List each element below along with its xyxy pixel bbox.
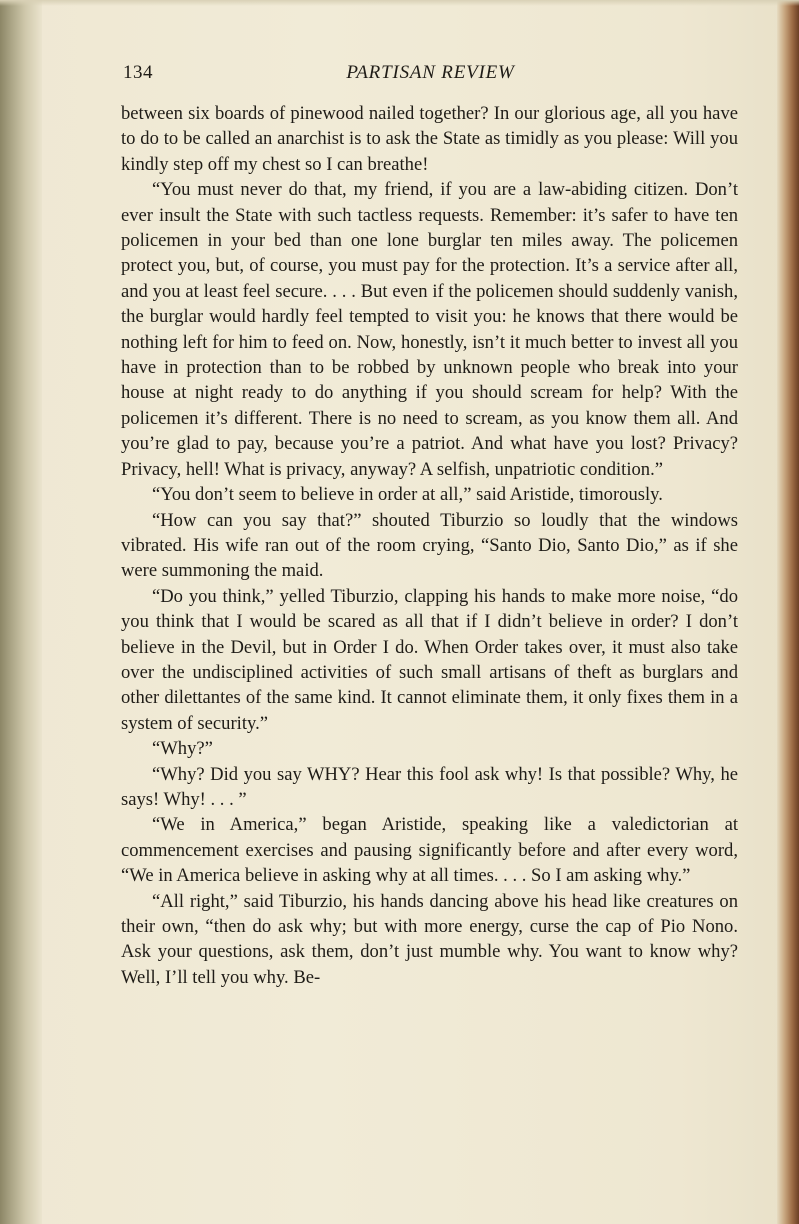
paragraph: “How can you say that?” shouted Tiburzio so loudly that the windows vibrated. His wife ran out of the room crying, “Santo Dio, Santo Dio,” as if she were summoning the maid. (121, 509, 738, 582)
paragraph: “Do you think,” yelled Tiburzio, clapping his hands to make more noise, “do you think that I would be scared as all that if I didn’t believe in order? I don’t believe in the Devil, but in Order I do. When Order takes over, it must also take over the undisciplined activities of such small artisans of theft as burglars and other dilettantes of the same kind. It cannot eliminate them, it only fixes them in a system of security.” (121, 585, 738, 734)
paragraph: “All right,” said Tiburzio, his hands dancing above his head like creatures on their own, “then do ask why; but with more energy, curse the cap of Pio Nono. Ask your questions, ask them, don’t just mumble why. You want to know why? Well, I’ll tell you why. Be- (121, 890, 738, 988)
running-title: PARTISAN REVIEW (346, 62, 515, 83)
book-gutter-shadow (0, 0, 42, 1224)
paragraph: “Why? Did you say WHY? Hear this fool ask why! Is that possible? Why, he says! Why! . . . ” (121, 763, 738, 810)
paragraph: “You don’t seem to believe in order at all,” said Aristide, timorously. (152, 484, 663, 506)
page-header (123, 62, 738, 86)
body-text (121, 101, 738, 990)
paragraph: “We in America,” began Aristide, speaking like a valedictorian at commencement exercises and pausing significantly before and after every word, “We in America believe in asking why at all times. . . . So I am asking why.” (121, 814, 738, 887)
paragraph: “Why?” (152, 738, 213, 760)
paragraph: “You must never do that, my friend, if you are a law-abiding citizen. Don’t ever insult the State with such tactless requests. Remember: it’s safer to have ten policemen in your bed than one lone burglar ten miles away. The policemen protect you, but, of course, you must pay for the protection. It’s a service after all, and you at least feel secure. . . . But even if the policemen should suddenly vanish, the burglar would hardly feel tempted to visit you: he knows that there would be nothing left for him to feed on. Now, honestly, isn’t it much better to invest all you have in protection than to be robbed by unknown people who break into your house at night ready to do anything if you should scream for help? With the policemen it’s different. There is no need to scream, as you know them all. And you’re glad to pay, because you’re a patriot. And what have you lost? Privacy? Privacy, hell! What is privacy, anyway? A selfish, unpatriotic condition.” (121, 179, 738, 480)
page-edge (777, 0, 799, 1224)
top-edge-shadow (0, 0, 799, 6)
page-number: 134 (123, 62, 153, 83)
paragraph: between six boards of pinewood nailed together? In our glorious age, all you have to do to be called an anarchist is to ask the State as timidly as you please: Will you kindly step off my chest so I can breathe! (121, 103, 738, 175)
